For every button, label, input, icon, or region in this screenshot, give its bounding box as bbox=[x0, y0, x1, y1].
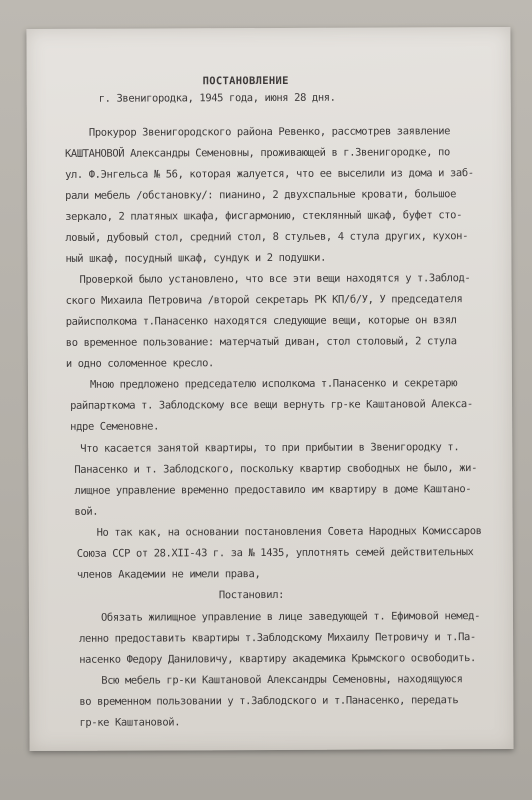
document-sheet bbox=[26, 27, 513, 751]
text-line: вой. bbox=[74, 505, 99, 518]
text-line: Прокурор Звенигородского района Ревенко, рассмотрев заявление bbox=[88, 125, 451, 139]
document-title: ПОСТАНОВЛЕНИЕ bbox=[202, 74, 289, 88]
text-line: ленно предоставить квартиры т.Заблодскому Михаилу Петровичу и т.Па- bbox=[79, 631, 476, 645]
text-line: Мною предложено председателю исполкома т.Панасенко и секретарю bbox=[89, 377, 458, 391]
text-line: членов Академии не имели права, bbox=[76, 568, 261, 581]
text-line: Всю мебель гр-ки Каштановой Александры Семеновны, находящуюся bbox=[101, 673, 463, 687]
text-line: ный шкаф, посудный шкаф, сундук и 2 подушки. bbox=[65, 251, 327, 265]
text-line: лищное управление временно предоставило им квартиру в доме Каштано- bbox=[74, 483, 472, 497]
text-line: Но так как, на основании постановления Совета Народных Комиссаров bbox=[96, 525, 482, 539]
resolution-heading: Постановил: bbox=[218, 588, 285, 602]
text-line: и одно соломенное кресло. bbox=[65, 357, 214, 370]
text-line: ловый, дубовый стол, средний стол, 8 стульев, 4 стула других, кухон- bbox=[65, 230, 469, 244]
text-line: Панасенко и т. Заблодского, поскольку квартир свободных не было, жи- bbox=[74, 462, 478, 476]
text-line: Обязать жилищное управление в лице заведующей т. Ефимовой немед- bbox=[100, 610, 481, 624]
text-line: насенко Федору Даниловичу, квартиру академика Крымского освободить. bbox=[79, 652, 476, 666]
text-line: гр-ке Каштановой. bbox=[79, 716, 181, 729]
text-line: рали мебель /обстановку/: пианино, 2 двухспальные кровати, большое bbox=[65, 188, 457, 202]
text-line: райисполкома т.Панасенко находятся следующие вещи, которые он взял bbox=[65, 314, 457, 328]
text-line: ндре Семеновне. bbox=[70, 420, 160, 433]
text-line: КАШТАНОВОЙ Александры Семеновны, проживающей в г.Звенигородке, по bbox=[64, 146, 450, 160]
text-line: ского Михаила Петровича /второй секретарь РК КП/б/У, У председателя bbox=[65, 293, 463, 307]
text-line: во временном пользовании у т.Заблодского и т.Панасенко, передать bbox=[79, 694, 459, 708]
text-line: ул. Ф.Энгельса № 56, которая жалуется, что ее выселили из дома и заб- bbox=[65, 167, 474, 181]
text-line: Проверкой было установлено, что все эти вещи находятся у т.Заблод- bbox=[79, 272, 471, 286]
text-line: райпарткома т. Заблодскому все вещи вернуть гр-ке Каштановой Алекса- bbox=[70, 398, 473, 412]
dateline: г. Звенигородка, 1945 года, июня 28 дня. bbox=[98, 91, 336, 105]
text-line: во временное пользование: матерчатый диван, стол столовый, 2 стула bbox=[65, 335, 457, 349]
text-line: Союза ССР от 28.XII-43 г. за № 1435, уплотнять семей действительных bbox=[76, 546, 474, 560]
text-line: Что касается занятой квартиры, то при прибытии в Звенигородку т. bbox=[80, 441, 460, 455]
text-line: зеркало, 2 платяных шкафа, фисгармонию, стеклянный шкаф, буфет сто- bbox=[65, 209, 463, 223]
typed-document bbox=[26, 27, 513, 751]
